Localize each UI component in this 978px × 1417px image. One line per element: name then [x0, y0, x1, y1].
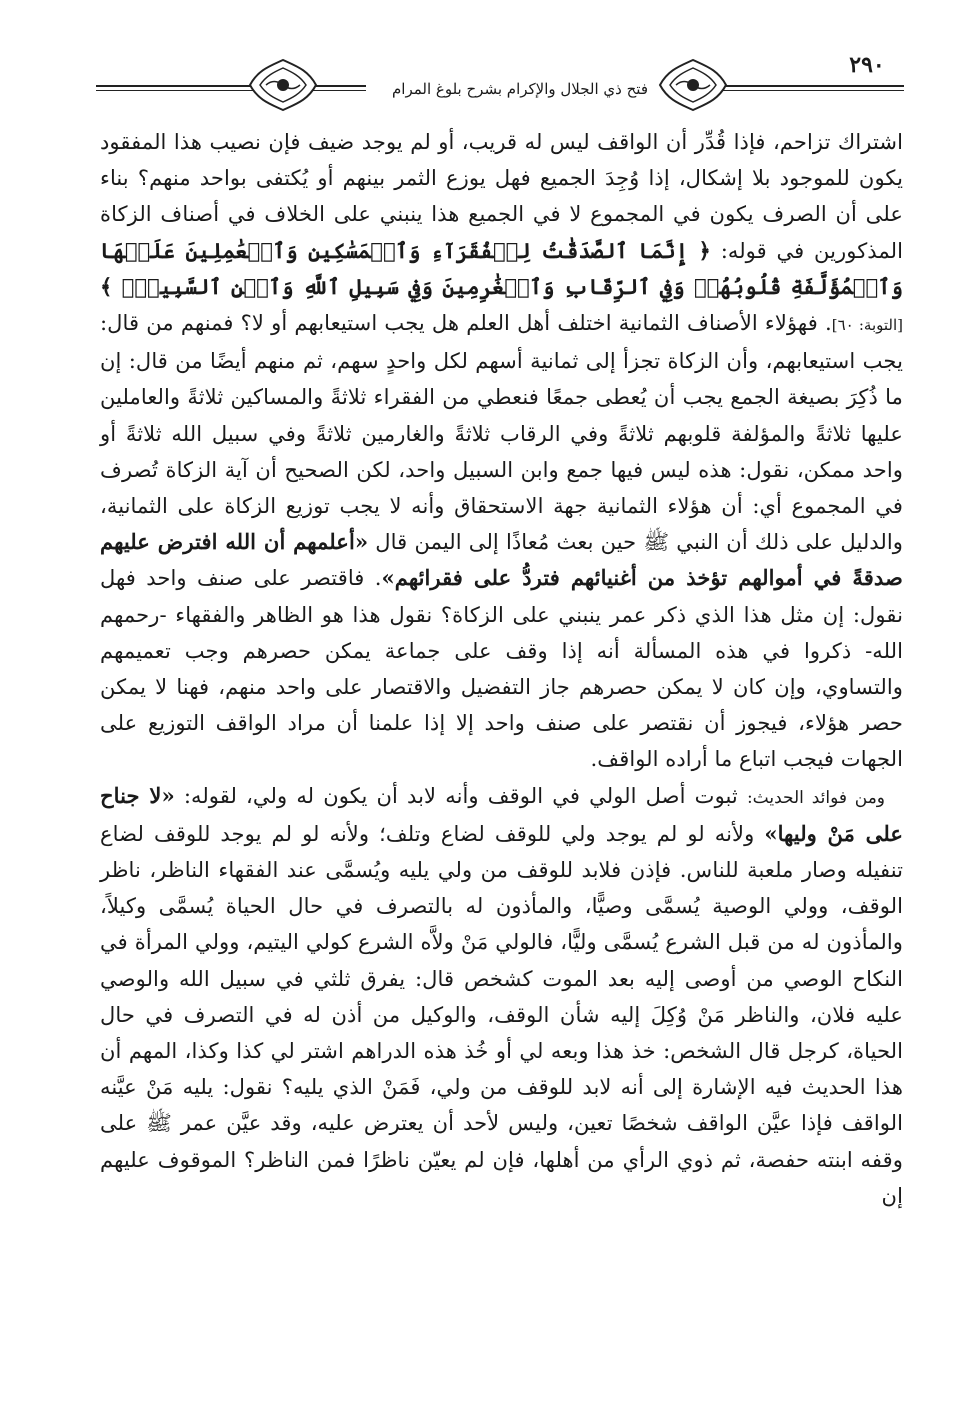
- text-run: اشتراك تزاحم، فإذا قُدِّر أن الواقف ليس له قريب، أو لم يوجد ضيف فإن نصيب هذا المفقود يكون للموجود بلا إشكال، إذا وُجِدَ الجميع فهل يوزع الثمر بينهم أو يُكتفى بواحد منهم؟ بناء على أن الصرف يكون في المجموع لا في الجميع هذا ينبني على الخلاف في أصناف الزكاة المذكورين في قوله:: [100, 129, 903, 263]
- ornament-left-icon: [246, 56, 320, 114]
- paragraph: [100, 778, 903, 1214]
- paragraph: [100, 124, 903, 778]
- ornament-right-icon: [656, 56, 730, 114]
- verse-reference: [التوبة: ٦٠]: [831, 316, 903, 335]
- book-title: فتح ذي الجلال والإكرام بشرح بلوغ المرام: [366, 80, 674, 98]
- page-body: [100, 124, 903, 1214]
- text-run: ثبوت أصل الولي في الوقف وأنه لابد أن يكون له ولي، لقوله:: [174, 782, 747, 808]
- hadith-quote: «لا جناح على مَنْ وليها»: [100, 782, 903, 846]
- hadith-quote: «أعلمهم أن الله افترض عليهم صدقةً في أموالهم تؤخذ من أغنيائهم فتردُّ على فقرائهم»: [100, 529, 903, 591]
- section-lead: ومن فوائد الحديث:: [746, 787, 886, 808]
- text-run: . فاقتصر على صنف واحد فهل نقول: إن مثل هذا الذي ذكر عمر ينبني على الزكاة؟ نقول هذا هو الظاهر والفقهاء -رحمهم الله- ذكروا في هذه المسألة أنه إذا وقف على جماعة يمكن حصرهم وجب تعميمهم والتساوي، وإن كان لا يمكن حصرهم جاز التفضيل والاقتصار على واحد منهم، فهنا لا يمكن حصر هؤلاء، فيجوز أن نقتصر على صنف واحد إلا إذا علمنا أن مراد الواقف التوزيع على الجهات فيجب اتباع ما أراده الواقف.: [100, 565, 903, 772]
- text-run: ولأنه لو لم يوجد ولي للوقف لضاع وتلف؛ ولأنه لو لم يوجد للوقف لضاع تنفيله وصار ملعبة للناس. فإذن فلابد للوقف من ولي يليه ويُسمَّى عند الفقهاء الناظر، ناظر الوقف، وولي الوصية يُسمَّى وصيًّا، والمأذون له بالتصرف في حال الحياة يُسمَّى وكيلاً، والمأذون له من قبل الشرع يُسمَّى وليًّا، فالولي مَنْ ولاَّه الشرع كولي اليتيم، وولي المرأة في النكاح الوصي من أوصى إليه بعد الموت كشخص قال: يفرق ثلثي في سبيل الله والوصي عليه فلان، والناظر مَنْ وُكِلَ إليه شأن الوقف، والوكيل من أذن له في التصرف في حال الحياة، كرجل قال الشخص: خذ هذا وبعه لي أو خُذ هذه الدراهم اشتر لي كذا وكذا، المهم أن هذا الحديث فيه الإشارة إلى أنه لابد للوقف من ولي، فَمَنْ الذي يليه؟ نقول: يليه مَنْ عيَّنه الواقف فإذا عيَّن الواقف شخصًا تعين، وليس لأحد أن يعترض عليه، وقد عيَّن عمر ﷺ على وقفه ابنته حفصة، ثم ذوي الرأي من أهلها، فإن لم يعيّن ناظرًا فمن الناظر؟ الموقوف عليهم إن: [100, 820, 903, 1208]
- text-run: . فهؤلاء الأصناف الثمانية اختلف أهل العلم هل يجب استيعابهم أو لا؟ فمنهم من قال: يجب استيعابهم، وأن الزكاة تجزأ إلى ثمانية أسهم لكل واحدٍ سهم، ثم منهم أيضًا من قال: إن ما ذُكِرَ بصيغة الجمع يجب أن يُعطى جمعًا فنعطي من الفقراء ثلاثةً والمساكين ثلاثةً والعاملين عليها ثلاثةً والمؤلفة قلوبهم ثلاثةً وفي الرقاب ثلاثةً والغارمين ثلاثةً وفي سبيل الله ثلاثةً أو واحد ممكن، نقول: هذه ليس فيها جمع وابن السبيل واحد، لكن الصحيح أن آية الزكاة تُصرف في المجموع أي: أن هؤلاء الثمانية جهة الاستحقاق وأنه لا يجب توزيع الزكاة على الثمانية، والدليل على ذلك أن النبي ﷺ حين بعث مُعاذًا إلى اليمن قال: [100, 310, 903, 555]
- page-header: [96, 52, 904, 114]
- page-number: ٢٩٠: [849, 52, 885, 78]
- quran-verse: ﴿ إِنَّمَا ٱلصَّدَقَٰتُ لِلۡفُقَرَآءِ وَٱلۡمَسَٰكِينِ وَٱلۡعَٰمِلِينَ عَلَيۡهَا وَٱلۡمُؤَلَّفَةِ قُلُوبُهُمۡ وَفِي ٱلرِّقَابِ وَٱلۡغَٰرِمِينَ وَفِي سَبِيلِ ٱللَّهِ وَٱبۡنِ ٱلسَّبِيلِۖ ﴾: [100, 237, 903, 299]
